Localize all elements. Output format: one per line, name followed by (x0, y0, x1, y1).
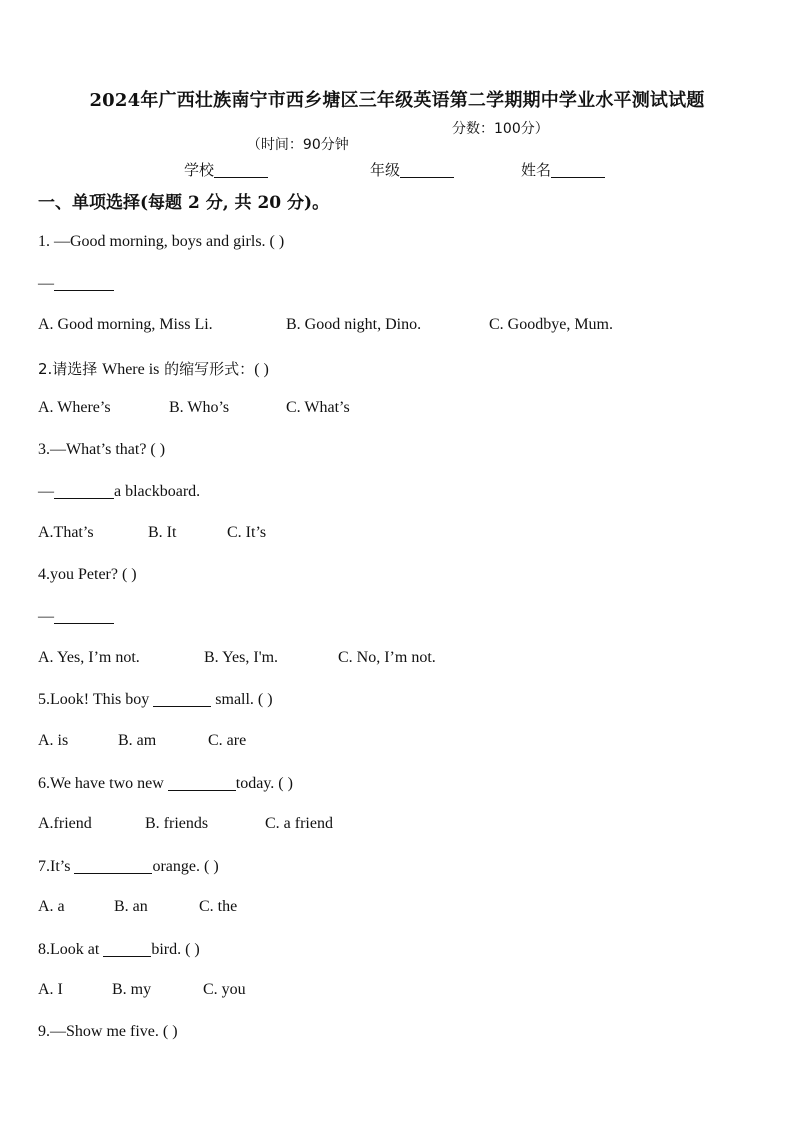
question-5-option-a[interactable]: A. is (38, 732, 69, 749)
question-9-stem: 9.—Show me five. ( ) (38, 1023, 178, 1040)
name-field[interactable] (521, 159, 605, 180)
question-1-option-c[interactable]: C. Goodbye, Mum. (489, 316, 613, 333)
question-4-option-b[interactable]: B. Yes, I'm. (204, 649, 279, 666)
answer-blank[interactable] (54, 274, 114, 291)
answer-blank[interactable] (54, 482, 114, 499)
section-title: 一、单项选择(每题 2 分, 共 20 分)。 (38, 193, 330, 213)
question-2-option-c[interactable]: C. What’s (286, 399, 350, 416)
question-1-option-b[interactable]: B. Good night, Dino. (286, 316, 422, 333)
answer-blank[interactable] (74, 857, 152, 874)
question-5-suffix: small. ( ) (211, 691, 273, 708)
question-8-option-b[interactable]: B. my (112, 981, 152, 998)
question-6-option-c[interactable]: C. a friend (265, 815, 333, 832)
question-6-option-b[interactable]: B. friends (145, 815, 209, 832)
question-2-stem (38, 358, 269, 379)
dash: — (38, 608, 54, 625)
school-label: 学校 (184, 161, 215, 179)
question-3-option-c[interactable]: C. It’s (227, 524, 267, 541)
question-6-stem (38, 774, 293, 793)
question-3-stem: 3.—What’s that? ( ) (38, 441, 166, 458)
question-4-option-a[interactable]: A. Yes, I’m not. (38, 649, 140, 666)
question-2-option-b[interactable]: B. Who’s (169, 399, 230, 416)
question-7-suffix: orange. ( ) (152, 858, 219, 875)
question-4-stem: 4.you Peter? ( ) (38, 566, 137, 583)
answer-blank[interactable] (153, 690, 211, 707)
question-3-answer-suffix: a blackboard. (114, 483, 201, 500)
question-8-option-a[interactable]: A. I (38, 981, 63, 998)
grade-label: 年级 (370, 161, 401, 179)
total-score: 分数：100分） (452, 121, 549, 137)
question-7-option-c[interactable]: C. the (199, 898, 238, 915)
question-4-answer-line[interactable] (38, 607, 114, 626)
question-4-option-c[interactable]: C. No, I’m not. (338, 649, 436, 666)
answer-blank[interactable] (168, 774, 236, 791)
question-2-paren: ( ) (254, 361, 269, 378)
answer-blank[interactable] (54, 607, 114, 624)
school-blank[interactable] (214, 161, 268, 178)
question-7-option-a[interactable]: A. a (38, 898, 65, 915)
answer-blank[interactable] (103, 940, 151, 957)
question-8-stem (38, 940, 200, 959)
question-2-english: Where is (102, 361, 160, 378)
question-3-option-a[interactable]: A.That’s (38, 524, 94, 541)
question-8-prefix: 8.Look at (38, 941, 104, 958)
question-5-option-c[interactable]: C. are (208, 732, 247, 749)
question-3-answer-line[interactable] (38, 482, 200, 501)
question-2-suffix: 的缩写形式： (159, 360, 255, 378)
question-7-prefix: 7.It’s (38, 858, 75, 875)
exam-title: 2024年广西壮族南宁市西乡塘区三年级英语第二学期期中学业水平测试试题 (89, 90, 705, 111)
question-1-option-a[interactable]: A. Good morning, Miss Li. (38, 316, 213, 333)
name-label: 姓名 (521, 161, 552, 179)
grade-field[interactable] (370, 159, 454, 180)
question-7-stem (38, 857, 219, 876)
question-8-option-c[interactable]: C. you (203, 981, 246, 998)
grade-blank[interactable] (400, 161, 454, 178)
question-6-suffix: today. ( ) (235, 775, 293, 792)
school-field[interactable] (184, 159, 268, 180)
name-blank[interactable] (551, 161, 605, 178)
question-5-stem (38, 690, 273, 709)
question-5-prefix: 5.Look! This boy (38, 691, 154, 708)
question-5-option-b[interactable]: B. am (118, 732, 157, 749)
dash: — (38, 275, 54, 292)
question-6-prefix: 6.We have two new (38, 775, 168, 792)
dash: — (38, 483, 54, 500)
question-8-suffix: bird. ( ) (151, 941, 200, 958)
question-2-prefix: 2.请选择 (38, 360, 103, 378)
question-1-stem: 1. —Good morning, boys and girls. ( ) (38, 233, 285, 250)
question-2-option-a[interactable]: A. Where’s (38, 399, 111, 416)
question-7-option-b[interactable]: B. an (114, 898, 148, 915)
time-limit: （时间：90分钟 (246, 137, 349, 153)
question-3-option-b[interactable]: B. It (148, 524, 177, 541)
question-6-option-a[interactable]: A.friend (38, 815, 92, 832)
question-1-answer-line[interactable] (38, 274, 114, 293)
